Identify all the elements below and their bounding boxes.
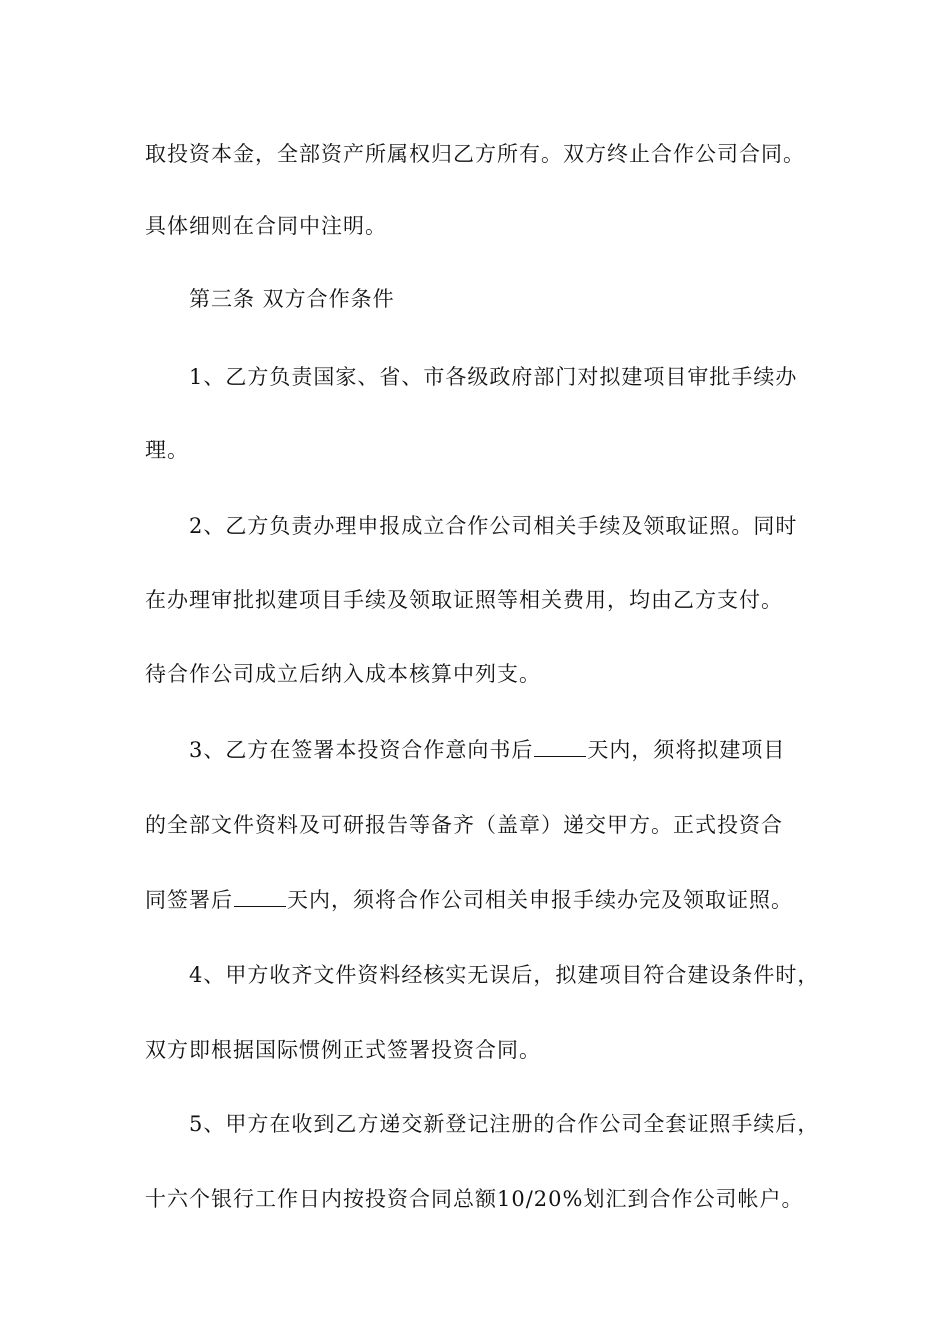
- text-line: [145, 660, 845, 688]
- text-line: [189, 1110, 889, 1138]
- line-text: 4、甲方收齐文件资料经核实无误后，拟建项目符合建设条件时，: [189, 963, 820, 987]
- fill-in-blank: [534, 738, 586, 757]
- line-text: 天内，须将拟建项目: [587, 738, 786, 762]
- line-text: 5、甲方在收到乙方递交新登记注册的合作公司全套证照手续后，: [189, 1112, 820, 1136]
- line-text: 1、乙方负责国家、省、市各级政府部门对拟建项目审批手续办: [189, 365, 798, 389]
- text-line: [145, 886, 845, 914]
- line-text: 十六个银行工作日内按投资合同总额10/20%划汇到合作公司帐户。: [145, 1187, 804, 1211]
- text-line: [189, 512, 889, 540]
- text-line: [145, 140, 845, 168]
- line-text: 双方即根据国际惯例正式签署投资合同。: [145, 1038, 541, 1062]
- fill-in-blank: [234, 888, 286, 907]
- line-text: 取投资本金，全部资产所属权归乙方所有。双方终止合作公司合同。: [145, 142, 805, 166]
- text-line: [145, 212, 845, 240]
- line-text: 在办理审批拟建项目手续及领取证照等相关费用，均由乙方支付。: [145, 588, 783, 612]
- text-line: [189, 961, 889, 989]
- heading-text: 第三条 双方合作条件: [189, 287, 395, 311]
- text-line: [189, 363, 889, 391]
- line-text: 天内，须将合作公司相关申报手续办完及领取证照。: [287, 888, 793, 912]
- section-heading: [189, 285, 889, 313]
- text-line: [145, 1036, 845, 1064]
- line-text: 同签署后: [145, 888, 233, 912]
- line-text: 2、乙方负责办理申报成立合作公司相关手续及领取证照。同时: [189, 514, 798, 538]
- line-text: 待合作公司成立后纳入成本核算中列支。: [145, 662, 541, 686]
- text-line: [145, 586, 845, 614]
- text-line: [145, 436, 845, 464]
- text-line: [145, 811, 845, 839]
- line-text: 的全部文件资料及可研报告等备齐（盖章）递交甲方。正式投资合: [145, 813, 783, 837]
- line-text: 3、乙方在签署本投资合作意向书后: [189, 738, 534, 762]
- text-line: [189, 736, 889, 764]
- line-text: 具体细则在合同中注明。: [145, 214, 387, 238]
- line-text: 理。: [145, 438, 189, 462]
- text-line: [145, 1185, 845, 1213]
